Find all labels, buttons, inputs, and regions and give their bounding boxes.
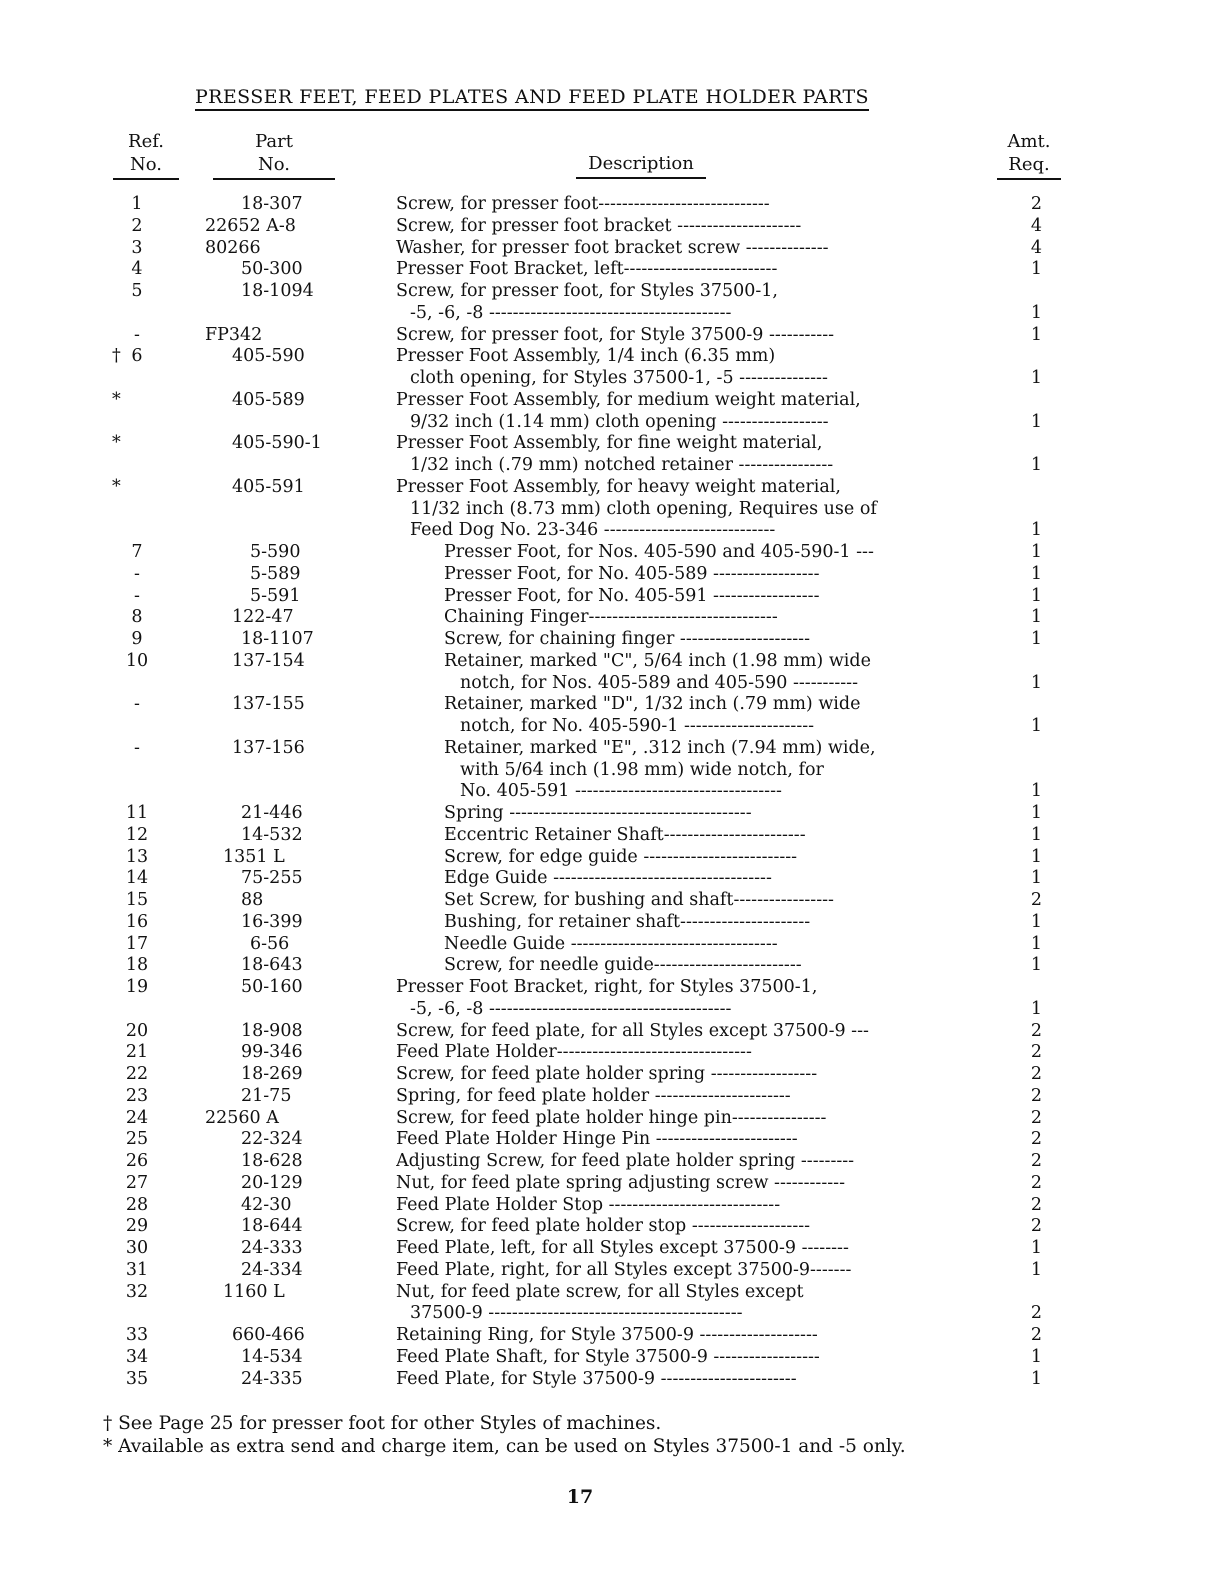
row-amount: 1 (1030, 563, 1042, 584)
amt-header-line1: Amt. (1007, 131, 1051, 152)
row-part-no: 22-324 (241, 1129, 303, 1150)
row-description: -5, -6, -8 ----------------------------------------- (410, 998, 732, 1019)
row-ref-no: 5 (131, 281, 143, 301)
table-row (0, 781, 1225, 803)
row-ref-no: 14 (125, 868, 149, 889)
table-row (0, 1151, 1225, 1173)
row-amount: 2 (1030, 1194, 1042, 1215)
table-row (0, 1129, 1225, 1151)
row-amount: 2 (1030, 1151, 1042, 1171)
row-description: Chaining Finger-------------------------------- (444, 607, 778, 628)
table-row (0, 455, 1225, 477)
table-row (0, 564, 1225, 586)
row-amount: 1 (1030, 629, 1042, 649)
row-description: 1/32 inch (.79 mm) notched retainer ---------------- (410, 455, 834, 475)
row-ref-no: 29 (125, 1216, 149, 1237)
row-ref-no: - (134, 737, 140, 758)
row-amount: 1 (1030, 868, 1042, 889)
row-part-no: 1160 L (223, 1281, 285, 1302)
row-part-no: 24-334 (241, 1259, 303, 1280)
row-part-no: 5-589 (250, 563, 301, 584)
row-amount: 1 (1030, 1368, 1042, 1389)
row-part-no: 14-532 (241, 824, 303, 845)
row-ref-no: - (134, 585, 140, 606)
row-description: Screw, for chaining finger ---------------------- (444, 629, 811, 649)
row-description: Retainer, marked "E", .312 inch (7.94 mm) wide, (444, 737, 876, 758)
table-row (0, 281, 1225, 303)
table-row (0, 825, 1225, 847)
row-amount: 1 (1030, 542, 1042, 562)
row-description: Bushing, for retainer shaft---------------------- (444, 911, 811, 932)
table-row (0, 542, 1225, 564)
row-description: Screw, for presser foot bracket --------------------- (396, 215, 802, 236)
row-description: Screw, for feed plate holder spring ------------------ (396, 1064, 818, 1084)
row-part-no: 18-644 (241, 1216, 303, 1237)
row-description: Feed Plate, left, for all Styles except 37500-9 -------- (396, 1238, 849, 1258)
row-description: Retaining Ring, for Style 37500-9 -------------------- (396, 1325, 818, 1345)
row-part-no: 22560 A (205, 1107, 279, 1128)
row-ref-no: 12 (125, 824, 149, 845)
row-description: Washer, for presser foot bracket screw -------------- (396, 237, 829, 258)
row-ref-no: 28 (125, 1194, 149, 1215)
row-description: Edge Guide ------------------------------------- (444, 868, 772, 889)
table-row (0, 346, 1225, 368)
row-description: Screw, for edge guide -------------------------- (444, 846, 798, 867)
table-row (0, 912, 1225, 934)
row-description: Feed Plate, right, for all Styles except 37500-9------- (396, 1259, 852, 1280)
row-description: Feed Plate Shaft, for Style 37500-9 ------------------ (396, 1346, 820, 1367)
row-description: Feed Plate Holder--------------------------------- (396, 1042, 752, 1063)
row-amount: 4 (1030, 237, 1042, 258)
row-part-no: FP342 (205, 324, 263, 345)
row-amount: 2 (1030, 1020, 1042, 1041)
row-part-no: 18-628 (241, 1151, 303, 1171)
table-row (0, 716, 1225, 738)
row-ref-no: 6 (131, 346, 143, 367)
table-row (0, 803, 1225, 825)
row-description: Presser Foot Assembly, 1/4 inch (6.35 mm) (396, 346, 776, 367)
row-amount: 1 (1030, 955, 1042, 976)
table-row (0, 216, 1225, 238)
row-part-no: 405-589 (232, 389, 305, 410)
row-description: Retainer, marked "D", 1/32 inch (.79 mm) wide (444, 694, 861, 715)
row-part-no: 42-30 (241, 1194, 292, 1215)
row-amount: 2 (1030, 1064, 1042, 1084)
table-row (0, 412, 1225, 434)
row-description: Feed Dog No. 23-346 ----------------------------- (410, 520, 776, 541)
row-ref-no: 11 (125, 803, 149, 823)
row-part-no: 24-335 (241, 1368, 303, 1389)
row-amount: 1 (1030, 455, 1042, 475)
row-part-no: 18-269 (241, 1064, 303, 1084)
row-description: Screw, for needle guide------------------------- (444, 955, 802, 976)
row-description: Nut, for feed plate spring adjusting screw ------------ (396, 1172, 845, 1193)
row-description: 11/32 inch (8.73 mm) cloth opening, Requires use of (410, 498, 877, 519)
table-row (0, 1108, 1225, 1130)
row-amount: 1 (1030, 324, 1042, 345)
table-row (0, 760, 1225, 782)
row-amount: 2 (1030, 1172, 1042, 1193)
row-part-no: 405-591 (232, 476, 305, 497)
table-row (0, 194, 1225, 216)
table-row (0, 651, 1225, 673)
table-row (0, 1216, 1225, 1238)
table-row (0, 390, 1225, 412)
row-ref-no: 25 (125, 1129, 149, 1150)
part-no-header (213, 130, 335, 180)
table-row (0, 1325, 1225, 1347)
row-description: No. 405-591 ----------------------------------- (460, 781, 782, 802)
row-description: Set Screw, for bushing and shaft----------------- (444, 890, 834, 910)
row-part-no: 50-160 (241, 977, 303, 997)
table-row (0, 1086, 1225, 1108)
table-row (0, 1238, 1225, 1260)
table-row (0, 1173, 1225, 1195)
table-row (0, 738, 1225, 760)
row-ref-no: 2 (131, 215, 143, 236)
row-description: Presser Foot Bracket, right, for Styles 37500-1, (396, 977, 818, 997)
row-amount: 1 (1030, 607, 1042, 628)
row-part-no: 122-47 (232, 607, 294, 628)
table-row (0, 629, 1225, 651)
row-amount: 1 (1030, 911, 1042, 932)
table-row (0, 999, 1225, 1021)
row-description: Presser Foot Bracket, left-------------------------- (396, 259, 778, 280)
table-row (0, 433, 1225, 455)
row-ref-no: 13 (125, 846, 149, 867)
row-part-no: 18-307 (241, 194, 303, 214)
row-description: cloth opening, for Styles 37500-1, -5 --------------- (410, 368, 828, 388)
footnote-asterisk: * Available as extra send and charge item, can be used on Styles 37500-1 and -5 only. (103, 1436, 906, 1457)
table-row (0, 1042, 1225, 1064)
row-part-no: 75-255 (241, 868, 303, 889)
row-part-no: 6-56 (250, 933, 290, 954)
ref-no-header (113, 130, 179, 180)
row-amount: 1 (1030, 585, 1042, 606)
table-row (0, 1195, 1225, 1217)
row-amount: 1 (1030, 302, 1042, 323)
row-ref-no: 10 (125, 650, 149, 671)
table-row (0, 259, 1225, 281)
row-description: Screw, for presser foot----------------------------- (396, 194, 770, 214)
row-part-no: 1351 L (223, 846, 285, 867)
row-description: 37500-9 ------------------------------------------- (410, 1303, 743, 1324)
row-ref-no: 26 (125, 1151, 149, 1171)
row-part-no: 14-534 (241, 1346, 303, 1367)
page-title: PRESSER FEET, FEED PLATES AND FEED PLATE HOLDER PARTS (195, 86, 869, 111)
row-amount: 2 (1030, 1129, 1042, 1150)
row-ref-no: 32 (125, 1281, 149, 1302)
row-description: Screw, for presser foot, for Styles 37500-1, (396, 281, 778, 301)
row-description: Adjusting Screw, for feed plate holder spring --------- (396, 1151, 855, 1171)
table-row (0, 477, 1225, 499)
table-row (0, 238, 1225, 260)
table-row (0, 847, 1225, 869)
row-part-no: 50-300 (241, 259, 303, 280)
row-ref-no: 17 (125, 933, 149, 954)
row-amount: 1 (1030, 998, 1042, 1019)
amt-header-line2: Req. (997, 153, 1061, 180)
description-header (576, 152, 706, 179)
row-description: with 5/64 inch (1.98 mm) wide notch, for (460, 759, 824, 780)
row-part-no: 21-446 (241, 803, 303, 823)
row-ref-no: - (134, 324, 140, 345)
row-ref-no: 3 (131, 237, 143, 258)
row-part-no: 137-154 (232, 650, 305, 671)
row-amount: 1 (1030, 259, 1042, 280)
row-ref-no: 1 (131, 194, 143, 214)
row-ref-no: 30 (125, 1238, 149, 1258)
table-row (0, 586, 1225, 608)
part-header-line1: Part (255, 131, 293, 152)
row-description: Spring ----------------------------------------- (444, 803, 752, 823)
row-description: Screw, for feed plate holder stop -------------------- (396, 1216, 811, 1237)
row-amount: 1 (1030, 672, 1042, 693)
row-description: notch, for Nos. 405-589 and 405-590 ----------- (460, 672, 859, 693)
row-ref-no: 9 (131, 629, 143, 649)
table-row (0, 890, 1225, 912)
row-ref-no: 19 (125, 977, 149, 997)
row-amount: 1 (1030, 846, 1042, 867)
row-amount: 2 (1030, 1042, 1042, 1063)
table-row (0, 1260, 1225, 1282)
table-row (0, 1021, 1225, 1043)
table-row (0, 955, 1225, 977)
row-part-no: 405-590 (232, 346, 305, 367)
row-ref-no: 35 (125, 1368, 149, 1389)
row-part-no: 88 (241, 890, 264, 910)
row-amount: 2 (1030, 1216, 1042, 1237)
row-part-no: 21-75 (241, 1085, 292, 1106)
ref-header-line1: Ref. (128, 131, 164, 152)
row-description: Eccentric Retainer Shaft------------------------ (444, 824, 806, 845)
row-amount: 1 (1030, 520, 1042, 541)
row-part-no: 660-466 (232, 1325, 305, 1345)
row-amount: 1 (1030, 716, 1042, 736)
table-row (0, 368, 1225, 390)
row-part-no: 18-643 (241, 955, 303, 976)
row-description: 9/32 inch (1.14 mm) cloth opening ------------------ (410, 411, 829, 432)
row-description: Feed Plate Holder Stop ----------------------------- (396, 1194, 781, 1215)
row-part-no: 405-590-1 (232, 433, 322, 454)
row-part-no: 18-908 (241, 1020, 303, 1041)
row-amount: 1 (1030, 1346, 1042, 1367)
row-ref-no: - (134, 563, 140, 584)
table-row (0, 868, 1225, 890)
row-part-no: 22652 A-8 (205, 215, 296, 236)
row-part-no: 18-1094 (241, 281, 314, 301)
row-ref-no: 31 (125, 1259, 149, 1280)
row-amount: 1 (1030, 824, 1042, 845)
row-ref-no: 34 (125, 1346, 149, 1367)
row-description: Presser Foot, for No. 405-591 ------------------ (444, 585, 820, 606)
row-ref-no: 15 (125, 890, 149, 910)
table-row (0, 607, 1225, 629)
row-description: Presser Foot Assembly, for fine weight material, (396, 433, 823, 454)
row-description: -5, -6, -8 ----------------------------------------- (410, 302, 732, 323)
row-description: Feed Plate, for Style 37500-9 ----------------------- (396, 1368, 797, 1389)
table-row (0, 1064, 1225, 1086)
row-amount: 2 (1030, 1107, 1042, 1128)
row-amount: 1 (1030, 803, 1042, 823)
row-amount: 1 (1030, 411, 1042, 432)
row-mark: * (112, 389, 121, 410)
row-description: Presser Foot Assembly, for heavy weight material, (396, 476, 841, 497)
row-mark: † (112, 346, 121, 367)
table-row (0, 303, 1225, 325)
table-row (0, 934, 1225, 956)
table-row (0, 520, 1225, 542)
row-amount: 4 (1030, 215, 1042, 236)
row-part-no: 5-591 (250, 585, 301, 606)
row-amount: 1 (1030, 781, 1042, 802)
page-number: 17 (566, 1486, 594, 1508)
row-description: Spring, for feed plate holder ----------------------- (396, 1085, 791, 1106)
row-ref-no: 22 (125, 1064, 149, 1084)
row-ref-no: 21 (125, 1042, 149, 1063)
table-row (0, 499, 1225, 521)
row-part-no: 80266 (205, 237, 261, 258)
row-amount: 2 (1030, 194, 1042, 214)
row-ref-no: 7 (131, 542, 143, 562)
row-amount: 1 (1030, 368, 1042, 388)
table-row (0, 325, 1225, 347)
row-part-no: 99-346 (241, 1042, 303, 1063)
table-row (0, 977, 1225, 999)
row-part-no: 5-590 (250, 542, 301, 562)
row-amount: 2 (1030, 1325, 1042, 1345)
row-amount: 1 (1030, 1238, 1042, 1258)
row-ref-no: 33 (125, 1325, 149, 1345)
row-part-no: 18-1107 (241, 629, 314, 649)
amt-req-header (997, 130, 1061, 180)
table-row (0, 1303, 1225, 1325)
ref-header-line2: No. (113, 153, 179, 180)
row-part-no: 137-155 (232, 694, 305, 715)
row-description: Screw, for feed plate holder hinge pin---------------- (396, 1107, 827, 1128)
row-amount: 1 (1030, 1259, 1042, 1280)
row-description: Screw, for feed plate, for all Styles except 37500-9 --- (396, 1020, 869, 1041)
row-description: Presser Foot Assembly, for medium weight material, (396, 389, 861, 410)
table-row (0, 1369, 1225, 1391)
table-row (0, 1347, 1225, 1369)
row-ref-no: 4 (131, 259, 143, 280)
part-header-line2: No. (213, 153, 335, 180)
footnotes (103, 1412, 906, 1458)
row-mark: * (112, 476, 121, 497)
row-ref-no: 18 (125, 955, 149, 976)
row-description: notch, for No. 405-590-1 ---------------------- (460, 716, 815, 736)
table-row (0, 694, 1225, 716)
row-part-no: 16-399 (241, 911, 303, 932)
row-ref-no: 23 (125, 1085, 149, 1106)
description-header-label: Description (576, 152, 706, 179)
row-part-no: 20-129 (241, 1172, 303, 1193)
footnote-dagger: † See Page 25 for presser foot for other Styles of machines. (103, 1413, 662, 1434)
row-amount: 1 (1030, 933, 1042, 954)
row-part-no: 137-156 (232, 737, 305, 758)
row-ref-no: 24 (125, 1107, 149, 1128)
parts-list (0, 194, 1225, 1390)
row-ref-no: 8 (131, 607, 143, 628)
row-mark: * (112, 433, 121, 454)
row-description: Needle Guide ----------------------------------- (444, 933, 778, 954)
row-ref-no: 16 (125, 911, 149, 932)
row-description: Feed Plate Holder Hinge Pin ------------------------ (396, 1129, 798, 1150)
row-amount: 2 (1030, 1085, 1042, 1106)
row-amount: 2 (1030, 1303, 1042, 1324)
table-row (0, 1282, 1225, 1304)
row-description: Presser Foot, for Nos. 405-590 and 405-590-1 --- (444, 542, 874, 562)
row-part-no: 24-333 (241, 1238, 303, 1258)
row-ref-no: 20 (125, 1020, 149, 1041)
row-description: Nut, for feed plate screw, for all Styles except (396, 1281, 804, 1302)
row-description: Screw, for presser foot, for Style 37500-9 ----------- (396, 324, 835, 345)
row-description: Presser Foot, for No. 405-589 ------------------ (444, 563, 820, 584)
row-amount: 2 (1030, 890, 1042, 910)
row-ref-no: - (134, 694, 140, 715)
row-ref-no: 27 (125, 1172, 149, 1193)
row-description: Retainer, marked "C", 5/64 inch (1.98 mm) wide (444, 650, 871, 671)
table-row (0, 673, 1225, 695)
